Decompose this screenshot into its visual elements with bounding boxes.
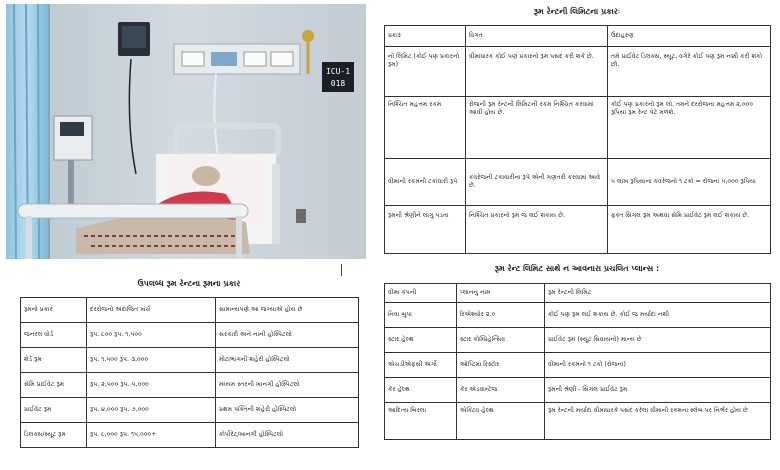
table-cell: કોઈ પણ પ્રકારનો રૂમ લો, તમને દરરોજના મહત્તમ ૨,૦૦૦ રૂપિયા રૂમ રેન્ટ પેટે મળશે. xyxy=(608,97,771,159)
table-header-row xyxy=(385,26,771,47)
table-cell: કેર હેલ્થ xyxy=(385,378,457,403)
header-cell: વિગત xyxy=(466,26,608,47)
insurer-plans-section xyxy=(384,264,770,440)
table-cell: કવરેજની ટકાવારીના રૂપે એની ગણતરી કરવામાં આવે છે. xyxy=(466,159,608,206)
divider-mark xyxy=(341,264,342,276)
table-cell: પ્રાઈવેટ રૂમ (સ્યૂટ સિવાયનો) માન્ય છે xyxy=(545,328,771,353)
header-cell: ઉદાહરણ xyxy=(608,26,771,47)
table-row xyxy=(385,328,771,353)
table-cell: ૫ લાખ રૂપિયાના કવરેજનો ૧ ટકો = રોજના ૫,૦૦૦ રૂપિયા xyxy=(608,159,771,206)
table-row xyxy=(385,403,771,440)
table-cell: મોટાભાગની શહેરી હોસ્પિટલો xyxy=(216,348,359,373)
icu-sign-line-1: ICU-1 xyxy=(325,67,351,76)
table-cell: આદિત્ય બિરલા xyxy=(385,403,457,440)
table-row xyxy=(385,353,771,378)
table-cell: શેર્ડ રૂમ xyxy=(21,348,87,373)
table-cell: સ્ટાર કોમ્પ્રિહેન્સિવ xyxy=(457,328,545,353)
table-row xyxy=(385,206,771,254)
limit-types-section xyxy=(384,5,770,254)
table-cell: રૂપ. ૮૦૦ રૂપ. ૧,૫૦૦ xyxy=(87,323,216,348)
table-cell: રૂમનો પ્રકાર xyxy=(21,298,87,323)
table-cell: કોર્પોરેટ/ખાનગી હોસ્પિટલો xyxy=(216,423,359,448)
table-header-row xyxy=(385,284,771,303)
table-cell: રૂપ. ૧,૫૦૦ રૂપ. ૩,૦૦૦ xyxy=(87,348,216,373)
table-row xyxy=(21,423,359,448)
room-types-title: ઉપલબ્ધ રૂમ રેન્ટના રૂમના પ્રકાર xyxy=(137,279,241,288)
table-row xyxy=(21,398,359,423)
table-cell: ડિલક્સ/સ્યૂટ રૂમ xyxy=(21,423,87,448)
table-cell: તમે પ્રાઈવેટ ડિલક્સ, સ્યૂટ, વગેરે કોઈ પણ રૂમ નક્કી કરી શકો છો. xyxy=(608,47,771,97)
table-cell: સામાન્યપણે આ જગ્યાએ હોય છે xyxy=(216,298,359,323)
table-row xyxy=(21,373,359,398)
table-cell: નિશ્ચિત મહત્તમ રકમ xyxy=(385,97,466,159)
table-cell: એક્ટિવ હેલ્થ xyxy=(457,403,545,440)
table-row xyxy=(385,303,771,328)
table-cell: રૂમની શ્રેણી - સિંગલ પ્રાઈવેટ રૂમ xyxy=(545,378,771,403)
table-cell: વીમાની રકમની ટકાવારી રૂપે xyxy=(385,159,466,206)
room-types-table xyxy=(20,297,359,448)
table-cell: ઓપ્ટિમા રિસ્ટોર xyxy=(457,353,545,378)
table-cell: ફક્ત સિંગલ રૂમ અથવા સેમિ પ્રાઈવેટ રૂમ લઈ શકાય છે. xyxy=(608,206,771,254)
table-cell: રોજની રૂમ રેન્ટની લિમિટની રકમ નિશ્ચિત કરવામાં આવી હોય છે. xyxy=(466,97,608,159)
table-cell: કેર એડવાન્ટેજ xyxy=(457,378,545,403)
insurer-plans-title: રૂમ રેન્ટ લિમિટ સાથે ન આવનારા પ્રચલિત પ્લાન્સ : xyxy=(494,264,660,273)
table-cell: નિશ્ચિત પ્રકારનો રૂમ જ લઈ શકાય છે. xyxy=(466,206,608,254)
table-cell: નિવા બુપા xyxy=(385,303,457,328)
table-cell: દરરોજનો અંદાજિત ખર્ચ xyxy=(87,298,216,323)
table-cell: સ્ટાર હેલ્થ xyxy=(385,328,457,353)
limit-types-title: રૂમ રેન્ટની લિમિટના પ્રકારઃ xyxy=(533,7,621,16)
table-cell: રૂપ. ૮,૦૦૦ રૂપ. ૧૫,૦૦૦+ xyxy=(87,423,216,448)
room-types-section xyxy=(20,279,358,448)
table-cell: એચડીએફસી અર્ગો xyxy=(385,353,457,378)
table-cell: રૂપ. ૪,૦૦૦ રૂપ. ૭,૦૦૦ xyxy=(87,398,216,423)
icu-photo-illustration xyxy=(6,4,366,259)
table-cell: રૂપ. ૨,૫૦૦ રૂપ. ૫,૦૦૦ xyxy=(87,373,216,398)
table-cell: વીમાની રકમનો ૧ ટકો (રોજના) xyxy=(545,353,771,378)
table-cell: મધ્યમ સ્તરની ખાનગી હોસ્પિટલો xyxy=(216,373,359,398)
table-row xyxy=(21,348,359,373)
table-row xyxy=(385,47,771,97)
table-cell: પ્રથમ પંક્તિની શહેરી હોસ્પિટલો xyxy=(216,398,359,423)
table-cell: રૂમની શ્રેણીને લાગુ પડતા xyxy=(385,206,466,254)
insurer-plans-table xyxy=(384,283,771,440)
table-cell: જનરલ વોર્ડ xyxy=(21,323,87,348)
header-cell: રૂમ રેન્ટની લિમિટ xyxy=(545,284,771,303)
table-row xyxy=(21,298,359,323)
icu-sign-line-2: 018 xyxy=(330,79,346,88)
header-cell: વીમા કંપની xyxy=(385,284,457,303)
header-cell: પ્લાનનું નામ xyxy=(457,284,545,303)
table-cell: વીમાધારક કોઈ પણ પ્રકારનો રૂમ પસંદ કરી શકે છે. xyxy=(466,47,608,97)
icu-photo xyxy=(6,4,366,259)
table-row xyxy=(385,97,771,159)
table-cell: રૂમ રેન્ટની મર્યાદા વીમાધારકે પસંદ કરેલા વીમાની રકમના સ્લેબ પર નિર્ભર હોય છે xyxy=(545,403,771,440)
table-cell: રિએશ્યોર ૨.૦ xyxy=(457,303,545,328)
table-cell: સેમિ પ્રાઈવેટ રૂમ xyxy=(21,373,87,398)
table-row xyxy=(21,323,359,348)
table-row xyxy=(385,159,771,206)
table-cell: કોઈ પણ રૂમ લઈ શકાય છે. કોઈ જ મર્યાદા નથી xyxy=(545,303,771,328)
table-row xyxy=(385,378,771,403)
header-cell: પ્રકાર xyxy=(385,26,466,47)
table-cell: નો લિમિટ (કોઈ પણ પ્રકારનો રૂમ) xyxy=(385,47,466,97)
limit-types-table xyxy=(384,25,771,254)
table-cell: સરકારી અને નાની હોસ્પિટલો xyxy=(216,323,359,348)
table-cell: પ્રાઈવેટ રૂમ xyxy=(21,398,87,423)
